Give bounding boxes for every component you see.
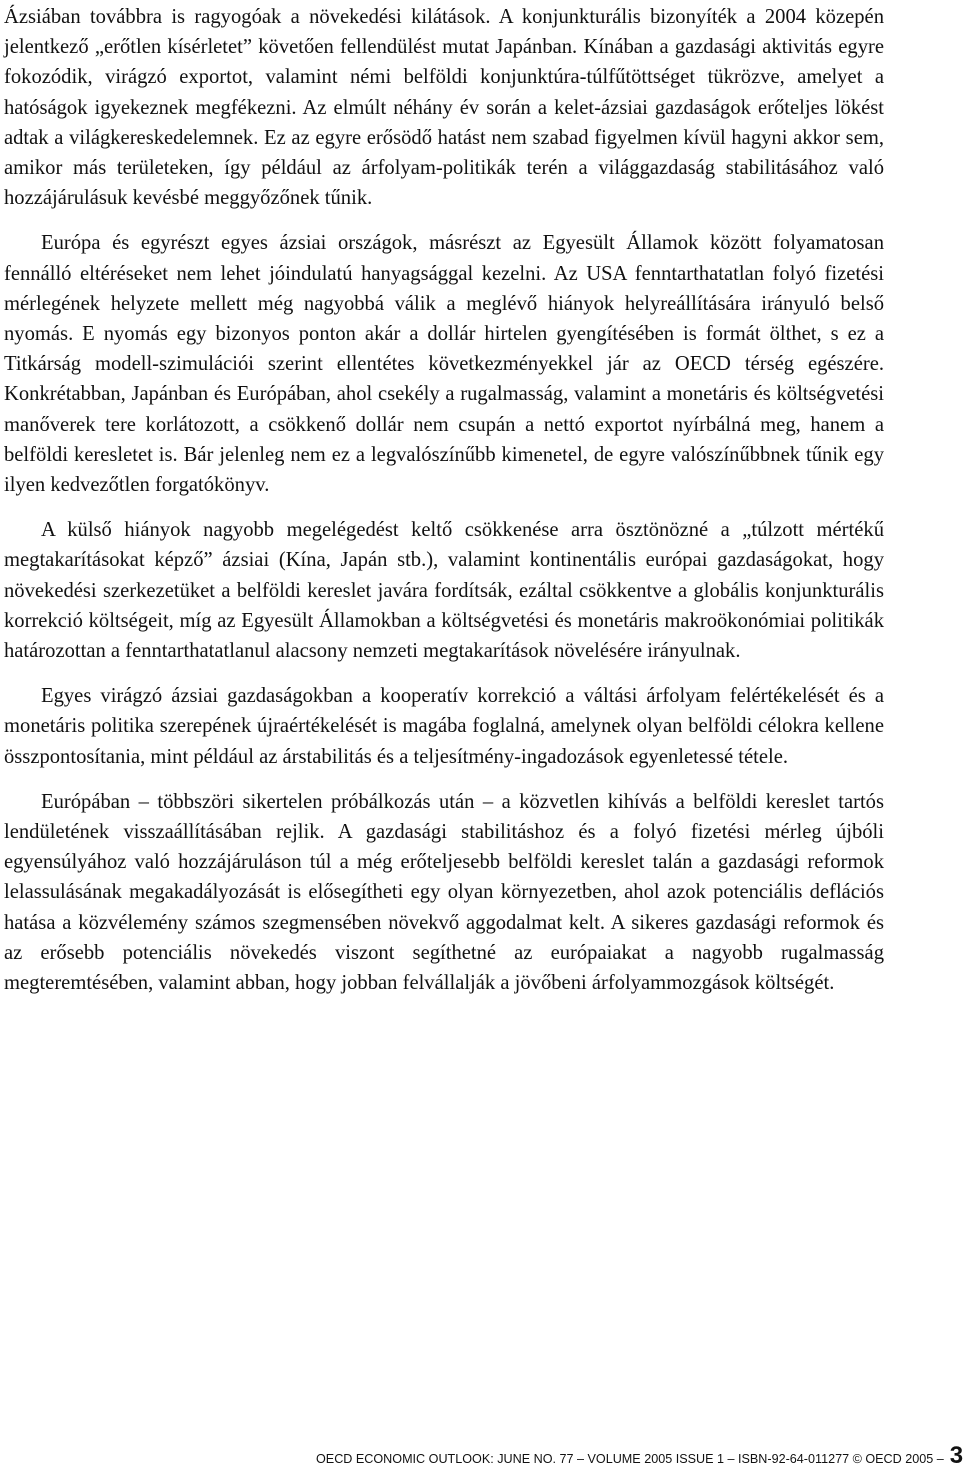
paragraph-asia-outlook: Ázsiában továbbra is ragyogóak a növekedési kilátások. A konjunkturális bizonyíték a 2004 közepén jelentkező „erőtlen kísérletet” követően fellendülést mutat Japánban. Kínában a gazdasági aktivitás egyre fokozódik, virágzó exportot, valamint némi belföldi konjunktúra-túlfűtöttséget tükrözve, amelyet a hatóságok igyekeznek megfékezni. Az elmúlt néhány év során a kelet-ázsiai gazdaságok erőteljes lökést adtak a világkereskedelemnek. Ez az egyre erősödő hatást nem szabad figyelmen kívül hagyni akkor sem, amikor más területeken, így például az árfolyam-politikák terén a világgazdaság stabilitásához való hozzájárulásuk kevésbé meggyőzőnek tűnik. [4,6,884,210]
paragraph-europe-challenge: Európában – többszöri sikertelen próbálkozás után – a közvetlen kihívás a belföldi kereslet tartós lendületének visszaállításában rejlik. A gazdasági stabilitáshoz és a folyó fizetési mérleg újbóli egyensúlyához való hozzájáruláson túl a még erőteljesebb belföldi kereslet talán a gazdasági reformok lelassulásának megakadályozását is elősegítheti egy olyan környezetben, ahol azok potenciális deflációs hatása a közvélemény számos szegmensében növekvő aggodalmat kelt. A sikeres gazdasági reformok és az erősebb potenciális növekedés viszont segíthetné az európaiakat a nagyobb rugalmasság megteremtésében, valamint abban, hogy jobban felvállalják a jövőbeni árfolyammozgások költségét. [4,790,884,995]
paragraph-cooperative-correction: Egyes virágzó ázsiai gazdaságokban a kooperatív korrekció a váltási árfolyam felértékelését és a monetáris politika szerepének újraértékelését is magába foglalná, amelynek olyan belföldi célokra kellene összpontosítania, mint például az árstabilitás és a teljesítmény-ingadozások egyenletessé tétele. [4,685,884,768]
paragraph-imbalances: Európa és egyrészt egyes ázsiai országok, másrészt az Egyesült Államok között folyamatosan fennálló eltéréseket nem lehet jóindulatú hanyagsággal kezelni. Az USA fenntarthatatlan folyó fizetési mérlegének helyzete mellett még nagyobbá válik a meglévő hiányok helyreállítására irányuló belső nyomás. E nyomás egy bizonyos ponton akár a dollár hirtelen gyengítésében is formát ölthet, s ez a Titkárság modell-szimulációi szerint ellentétes következményekkel jár az OECD térség egészére. Konkrétabban, Japánban és Európában, ahol csekély a rugalmasság, valamint a monetáris és költségvetési manőverek tere korlátozott, a csökkenő dollár nem csupán a nettó exportot nyírbálná meg, hanem a belföldi keresletet is. Bár jelenleg nem ez a legvalószínűbb kimenetel, de egyre valószínűbbnek tűnik egy ilyen kedvezőtlen forgatókönyv. [4,232,884,497]
paragraph-external-deficits: A külső hiányok nagyobb megelégedést keltő csökkenése arra ösztönözné a „túlzott mértékű megtakarításokat képző” ázsiai (Kína, Japán stb.), valamint kontinentális európai gazdaságokat, hogy növekedési szerkezetüket a belföldi kereslet javára fordítsák, ezáltal csökkentve a globális konjunkturális korrekció költségeit, míg az Egyesült Államokban a költségvetési és monetáris makroökonómiai politikák határozottan a fenntarthatatlanul alacsony nemzeti megtakarítások növelésére irányulnak. [4,519,884,663]
page-footer [316,1442,963,1469]
document-body [4,2,884,998]
footer-citation: OECD ECONOMIC OUTLOOK: JUNE NO. 77 – VOLUME 2005 ISSUE 1 – ISBN-92-64-011277 © OECD 2005 – [316,1452,944,1466]
page-number: 3 [949,1442,963,1469]
